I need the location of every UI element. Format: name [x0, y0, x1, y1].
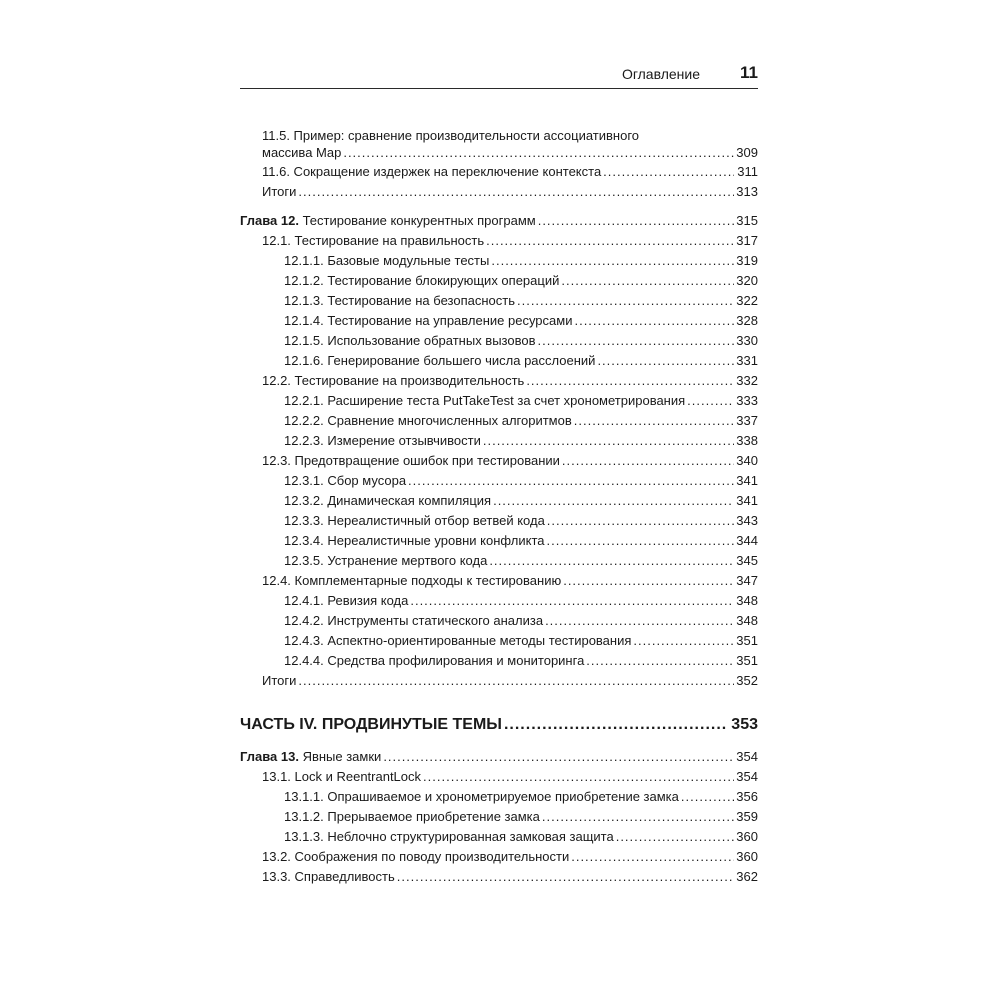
dot-leader: [493, 491, 734, 511]
toc-page-number: 360: [736, 849, 758, 864]
toc-entry-text: 12.1.4. Тестирование на управление ресурсами: [284, 313, 573, 328]
chapter-label: Глава 13.: [240, 749, 299, 764]
toc-page-number: 341: [736, 493, 758, 508]
toc-page-number: 317: [736, 233, 758, 248]
toc-page-number: 313: [736, 184, 758, 199]
toc-entry-text: 12.4.3. Аспектно-ориентированные методы тестирования: [284, 633, 632, 648]
dot-leader: [504, 713, 726, 737]
toc-page-number: 332: [736, 373, 758, 388]
dot-leader: [410, 591, 734, 611]
toc-entry: [240, 611, 758, 631]
dot-leader: [561, 271, 734, 291]
toc-entry-text: 12.3.4. Нереалистичные уровни конфликта: [284, 533, 545, 548]
toc-entry-text: 11.5. Пример: сравнение производительности ассоциативного: [262, 128, 640, 143]
toc-entry-text: 13.1.2. Прерываемое приобретение замка: [284, 809, 540, 824]
toc-page-number: 319: [736, 253, 758, 268]
dot-leader: [603, 162, 734, 182]
dot-leader: [383, 747, 734, 767]
toc-entry: [240, 231, 758, 251]
toc-entry: [240, 827, 758, 847]
toc-page-number: 311: [737, 164, 758, 179]
toc-entry-text: 12.2.3. Измерение отзывчивости: [284, 433, 481, 448]
toc-entry-text: 12.3.5. Устранение мертвого кода: [284, 553, 488, 568]
toc-entry: [240, 351, 758, 371]
dot-leader: [586, 651, 734, 671]
toc-page-number: 328: [736, 313, 758, 328]
toc-entry: [240, 411, 758, 431]
chapter-label: Глава 12.: [240, 213, 299, 228]
toc-page-number: 315: [736, 213, 758, 228]
dot-leader: [574, 411, 734, 431]
dot-leader: [633, 631, 734, 651]
toc-page-number: 343: [736, 513, 758, 528]
toc-entry-text: 12.3.1. Сбор мусора: [284, 473, 407, 488]
toc-entry: [240, 162, 758, 182]
toc-page-number: 340: [736, 453, 758, 468]
toc-entry-text: 12.2.2. Сравнение многочисленных алгоритмов: [284, 413, 572, 428]
chapter-title: Явные замки: [298, 749, 382, 764]
toc-page-number: 351: [736, 633, 758, 648]
toc-entry: [240, 671, 758, 691]
toc-page-number: 356: [736, 789, 758, 804]
dot-leader: [547, 531, 734, 551]
toc-entry-text: 12.4.4. Средства профилирования и мониторинга: [284, 653, 585, 668]
toc-page-number: 354: [736, 749, 758, 764]
toc-page-number: 359: [736, 809, 758, 824]
toc-entry-text: 12.1.1. Базовые модульные тесты: [284, 253, 490, 268]
toc-page-number: 320: [736, 273, 758, 288]
toc-entry-text: 13.1.1. Опрашиваемое и хронометрируемое приобретение замка: [284, 789, 679, 804]
toc-entry-text: массива Map: [262, 145, 342, 160]
toc-entry-text: 12.1. Тестирование на правильность: [262, 233, 485, 248]
toc-entry: [240, 591, 758, 611]
toc-entry-text: 13.1. Lock и ReentrantLock: [262, 769, 422, 784]
dot-leader: [597, 351, 734, 371]
dot-leader: [517, 291, 734, 311]
dot-leader: [298, 671, 734, 691]
dot-leader: [343, 144, 734, 162]
running-header: [240, 62, 758, 89]
dot-leader: [574, 311, 734, 331]
toc-page-number: 344: [736, 533, 758, 548]
toc-page-number: 341: [736, 473, 758, 488]
toc-entry: [240, 311, 758, 331]
dot-leader: [397, 867, 734, 887]
dot-leader: [547, 511, 734, 531]
toc-page-number: 354: [736, 769, 758, 784]
toc-entry: [240, 331, 758, 351]
dot-leader: [486, 231, 734, 251]
toc-entry-text: Итоги: [262, 184, 297, 199]
toc-entry: [240, 471, 758, 491]
dot-leader: [423, 767, 734, 787]
toc-page-number: 353: [731, 716, 758, 733]
toc-part-entry: [240, 713, 758, 737]
toc-page-number: 351: [736, 653, 758, 668]
toc-page-number: 338: [736, 433, 758, 448]
toc-page-number: 345: [736, 553, 758, 568]
toc-entry: [240, 371, 758, 391]
dot-leader: [526, 371, 734, 391]
toc-entry-text: 12.3. Предотвращение ошибок при тестировании: [262, 453, 560, 468]
dot-leader: [489, 551, 734, 571]
toc-entry: [240, 867, 758, 887]
toc-chapter-entry: [240, 747, 758, 767]
toc-entry: [240, 291, 758, 311]
toc-entry-text: 12.3.3. Нереалистичный отбор ветвей кода: [284, 513, 545, 528]
toc-page-number: 337: [736, 413, 758, 428]
dot-leader: [616, 827, 734, 847]
toc-entry: [240, 551, 758, 571]
dot-leader: [538, 211, 734, 231]
toc-entry: [240, 807, 758, 827]
toc-entry-text: 12.4.1. Ревизия кода: [284, 593, 409, 608]
toc-entry-text: 13.3. Справедливость: [262, 869, 395, 884]
dot-leader: [491, 251, 734, 271]
toc-entry: [240, 251, 758, 271]
dot-leader: [545, 611, 734, 631]
dot-leader: [542, 807, 734, 827]
table-of-contents: [240, 127, 758, 887]
dot-leader: [687, 391, 734, 411]
toc-entry: [240, 511, 758, 531]
toc-entry-text: Итоги: [262, 673, 297, 688]
toc-page-number: 348: [736, 593, 758, 608]
dot-leader: [483, 431, 734, 451]
dot-leader: [538, 331, 734, 351]
toc-entry: [240, 431, 758, 451]
toc-entry: [240, 847, 758, 867]
dot-leader: [571, 847, 734, 867]
toc-page-number: 333: [736, 393, 758, 408]
toc-chapter-entry: [240, 211, 758, 231]
toc-entry-text: 12.1.3. Тестирование на безопасность: [284, 293, 515, 308]
toc-entry-text: 13.2. Соображения по поводу производительности: [262, 849, 570, 864]
chapter-title: Тестирование конкурентных программ: [298, 213, 536, 228]
toc-entry-text: 12.4. Комплементарные подходы к тестированию: [262, 573, 562, 588]
toc-entry-text: 12.3.2. Динамическая компиляция: [284, 493, 492, 508]
toc-entry: [240, 451, 758, 471]
dot-leader: [408, 471, 734, 491]
toc-entry: [240, 182, 758, 202]
toc-page-number: 347: [736, 573, 758, 588]
toc-page-number: 331: [736, 353, 758, 368]
toc-page-number: 352: [736, 673, 758, 688]
toc-entry-text: 11.6. Сокращение издержек на переключение контекста: [262, 164, 602, 179]
toc-entry: [240, 391, 758, 411]
toc-entry: [240, 127, 758, 162]
toc-entry: [240, 571, 758, 591]
header-title: Оглавление: [621, 66, 700, 82]
dot-leader: [298, 182, 734, 202]
toc-entry: [240, 787, 758, 807]
part-title: ЧАСТЬ IV. ПРОДВИНУТЫЕ ТЕМЫ: [240, 716, 502, 733]
toc-page-number: 360: [736, 829, 758, 844]
toc-page-number: 348: [736, 613, 758, 628]
dot-leader: [563, 571, 734, 591]
toc-entry: [240, 651, 758, 671]
toc-entry-text: 12.2. Тестирование на производительность: [262, 373, 525, 388]
toc-entry: [240, 767, 758, 787]
toc-entry: [240, 531, 758, 551]
toc-entry: [240, 271, 758, 291]
toc-page-number: 330: [736, 333, 758, 348]
toc-entry-text: 13.1.3. Неблочно структурированная замковая защита: [284, 829, 614, 844]
toc-page-number: 362: [736, 869, 758, 884]
toc-page-number: 309: [736, 145, 758, 160]
toc-entry-text: 12.2.1. Расширение теста PutTakeTest за счет хронометрирования: [284, 393, 686, 408]
toc-entry: [240, 491, 758, 511]
toc-entry-text: 12.1.2. Тестирование блокирующих операций: [284, 273, 560, 288]
toc-entry: [240, 631, 758, 651]
toc-entry-text: 12.1.5. Использование обратных вызовов: [284, 333, 536, 348]
header-page-number: 11: [740, 63, 758, 82]
toc-page-number: 322: [736, 293, 758, 308]
toc-entry-text: 12.1.6. Генерирование большего числа расслоений: [284, 353, 596, 368]
toc-entry-text: 12.4.2. Инструменты статического анализа: [284, 613, 544, 628]
dot-leader: [681, 787, 734, 807]
dot-leader: [562, 451, 734, 471]
